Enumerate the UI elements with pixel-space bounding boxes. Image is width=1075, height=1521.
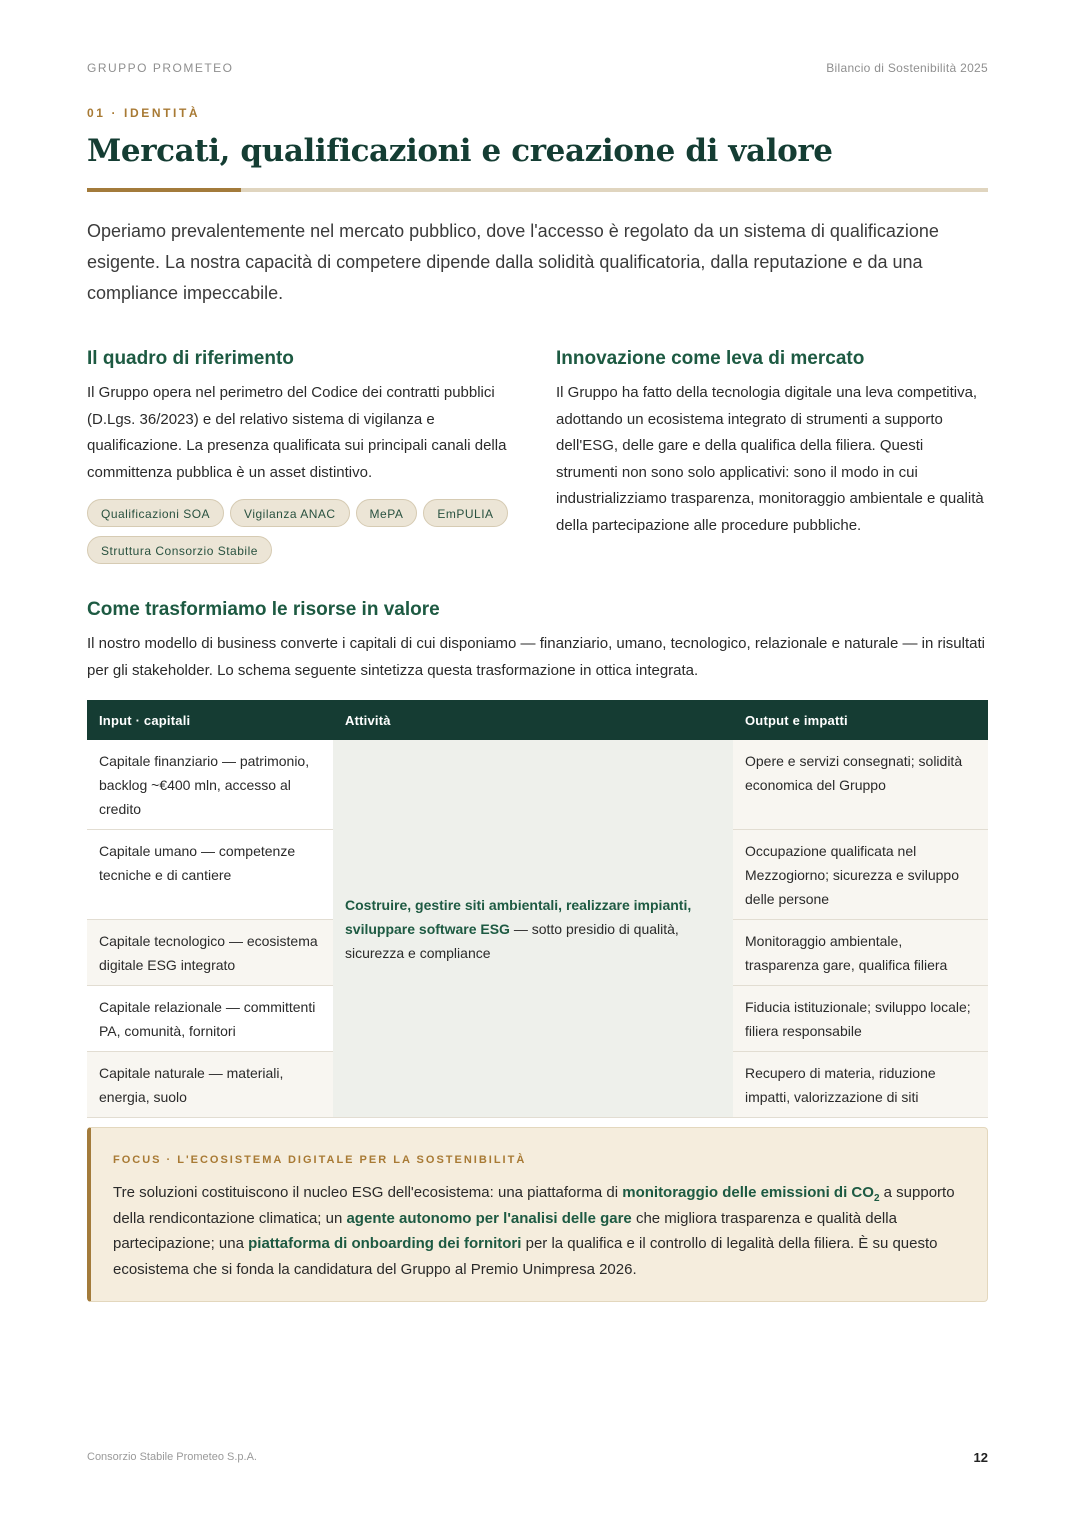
column-header-activity: Attività [333, 700, 733, 740]
activity-cell [333, 740, 733, 1118]
value-creation-table [87, 700, 988, 1118]
focus-text-part: che migliora trasparenza e qualità della partecipazione; una [113, 1209, 897, 1252]
column-header-input: Input · capitali [87, 700, 333, 740]
tag-anac: Vigilanza ANAC [230, 499, 350, 527]
table-row [87, 740, 988, 830]
title-divider [87, 188, 988, 192]
output-cell: Monitoraggio ambientale, trasparenza gare, qualifica filiera [733, 920, 988, 986]
output-cell: Opere e servizi consegnati; solidità economica del Gruppo [733, 740, 988, 830]
focus-highlight-co2-text: monitoraggio delle emissioni di CO [622, 1184, 874, 1201]
framework-body: Il Gruppo opera nel perimetro del Codice dei contratti pubblici (D.Lgs. 36/2023) e del relativo sistema di vigilanza e qualificazione. La presenza qualificata sui principali canali della committenza pubblica è un asset distintivo. [87, 384, 507, 481]
innovation-column [556, 346, 988, 539]
value-model-body: Il nostro modello di business converte i capitali di cui disponiamo — finanziario, umano, tecnologico, relazionale e naturale — in risultati per gli stakeholder. Lo schema seguente sintetizza questa trasformazione in ottica integrata. [87, 635, 985, 679]
header-report-title: Bilancio di Sostenibilità 2025 [826, 61, 988, 75]
output-cell: Occupazione qualificata nel Mezzogiorno; sicurezza e sviluppo delle persone [733, 830, 988, 920]
activity-rest: — sotto presidio di qualità, sicurezza e compliance [345, 921, 679, 961]
tag-empulia: EmPULIA [423, 499, 507, 527]
document-page [87, 0, 988, 1521]
focus-text-part: per la qualifica e il controllo di legalità della filiera. È su questo ecosistema che si fonda la candidatura del Gruppo al Premio Unimpresa 2026. [113, 1235, 938, 1278]
input-cell: Capitale relazionale — committenti PA, comunità, fornitori [87, 986, 333, 1052]
qualification-tags [87, 499, 519, 564]
output-cell: Fiducia istituzionale; sviluppo locale; filiera responsabile [733, 986, 988, 1052]
input-cell: Capitale finanziario — patrimonio, backlog ~€400 mln, accesso al credito [87, 740, 333, 830]
focus-box [87, 1127, 988, 1302]
focus-highlight-agent: agente autonomo per l'analisi delle gare [346, 1209, 632, 1227]
value-model-section [87, 597, 988, 684]
focus-eyebrow: FOCUS · L'ECOSISTEMA DIGITALE PER LA SOSTENIBILITÀ [113, 1154, 527, 1166]
section-eyebrow: 01 · IDENTITÀ [87, 106, 201, 120]
title-divider-accent [87, 188, 241, 192]
header-brand: GRUPPO PROMETEO [87, 61, 234, 75]
output-cell: Recupero di materia, riduzione impatti, valorizzazione di siti [733, 1052, 988, 1118]
value-model-heading: Come trasformiamo le risorse in valore [87, 599, 440, 620]
tag-soa: Qualificazioni SOA [87, 499, 224, 527]
focus-highlight-onboarding: piattaforma di onboarding dei fornitori [248, 1235, 522, 1252]
running-header [87, 61, 988, 77]
page-number: 12 [973, 1450, 988, 1465]
page-footer [87, 1450, 988, 1466]
focus-text [113, 1180, 965, 1282]
column-header-output: Output e impatti [733, 700, 988, 740]
innovation-body: Il Gruppo ha fatto della tecnologia digitale una leva competitiva, adottando un ecosistema integrato di strumenti a supporto dell'ESG, delle gare e della qualifica della filiera. Questi strumenti non sono solo applicativi: sono il modo in cui industrializziamo trasparenza, monitoraggio ambientale e qualità della partecipazione alle procedure pubbliche. [556, 384, 984, 534]
input-cell: Capitale umano — competenze tecniche e di cantiere [87, 830, 333, 920]
co2-subscript: 2 [873, 1193, 880, 1204]
activity-strong: Costruire, gestire siti ambientali, realizzare impianti, sviluppare software ESG [345, 897, 692, 937]
input-cell: Capitale naturale — materiali, energia, suolo [87, 1052, 333, 1118]
framework-column [87, 346, 519, 564]
innovation-heading: Innovazione come leva di mercato [556, 348, 865, 369]
footer-company: Consorzio Stabile Prometeo S.p.A. [87, 1451, 257, 1463]
tag-consorzio-stabile: Struttura Consorzio Stabile [87, 536, 272, 564]
focus-text-part: a supporto della rendicontazione climatica; un [113, 1184, 955, 1227]
page-title: Mercati, qualificazioni e creazione di valore [87, 133, 833, 169]
tag-mepa: MePA [356, 499, 418, 527]
input-cell: Capitale tecnologico — ecosistema digitale ESG integrato [87, 920, 333, 986]
focus-highlight-co2 [622, 1184, 880, 1204]
focus-text-part: Tre soluzioni costituiscono il nucleo ESG dell'ecosistema: una piattaforma di [113, 1184, 623, 1201]
table-header-row [87, 700, 988, 740]
lead-paragraph: Operiamo prevalentemente nel mercato pubblico, dove l'accesso è regolato da un sistema di qualificazione esigente. La nostra capacità di competere dipende dalla solidità qualificatoria, dalla reputazione e da una compliance impeccabile. [87, 221, 939, 303]
framework-heading: Il quadro di riferimento [87, 348, 294, 369]
